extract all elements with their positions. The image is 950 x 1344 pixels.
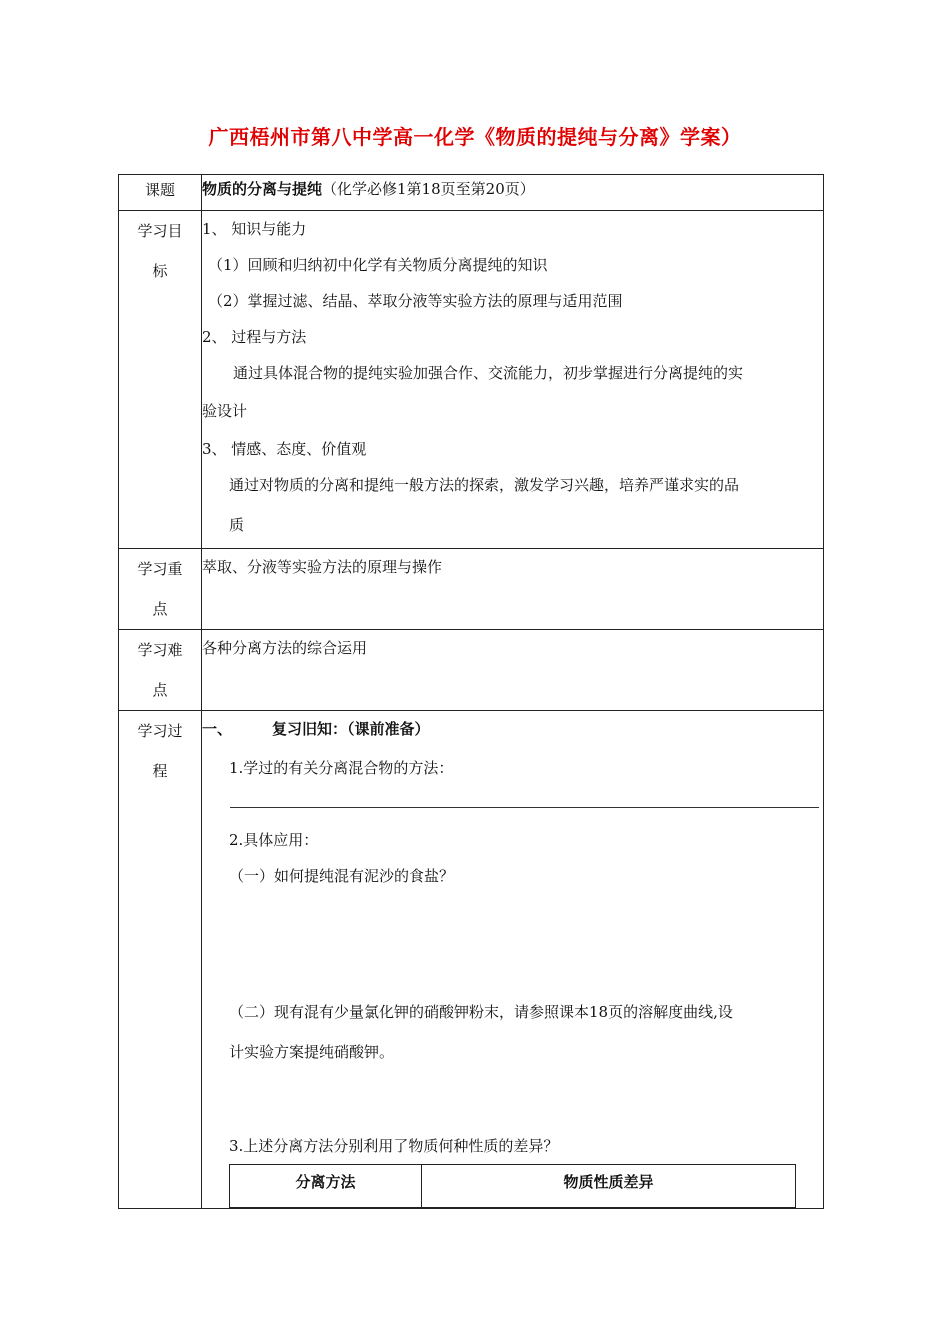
objectives-label-line1: 学习目 bbox=[137, 222, 183, 240]
objective-item-1: （1）回顾和归纳初中化学有关物质分离提纯的知识 bbox=[208, 256, 548, 274]
objectives-label-cell bbox=[119, 211, 202, 549]
objectives-content-cell bbox=[202, 211, 824, 549]
difficulties-text: 各种分离方法的综合运用 bbox=[202, 639, 368, 657]
topic-label-cell bbox=[119, 175, 202, 211]
question-1: 1.学过的有关分离混合物的方法： bbox=[229, 759, 454, 777]
topic-text bbox=[202, 175, 823, 202]
topic-pages: （化学必修1第18页至第20页） bbox=[322, 180, 535, 198]
process-content-cell bbox=[202, 711, 824, 1209]
question-2a: （一）如何提纯混有泥沙的食盐？ bbox=[229, 867, 455, 885]
topic-title: 物质的分离与提纯 bbox=[202, 180, 323, 198]
topic-content-cell bbox=[202, 175, 824, 211]
key-points-row bbox=[119, 549, 824, 630]
key-points-label-cell bbox=[119, 549, 202, 630]
process-label-cell bbox=[119, 711, 202, 1209]
separation-methods-table bbox=[229, 1164, 796, 1208]
question-2: 2.具体应用： bbox=[229, 831, 319, 849]
key-points-label-line2: 点 bbox=[152, 600, 168, 618]
topic-row bbox=[119, 175, 824, 211]
objective-paragraph-3-line1: 通过对物质的分离和提纯一般方法的探索，激发学习兴趣，培养严谨求实的品 bbox=[229, 476, 740, 494]
separation-method-header: 分离方法 bbox=[230, 1165, 422, 1208]
objectives-label-line2: 标 bbox=[152, 262, 168, 280]
key-points-text: 萃取、分液等实验方法的原理与操作 bbox=[202, 558, 443, 576]
difficulties-row bbox=[119, 630, 824, 711]
question-2b-line1: （二）现有混有少量氯化钾的硝酸钾粉末，请参照课本18页的溶解度曲线,设 bbox=[229, 1003, 733, 1021]
question-2b-line2: 计实验方案提纯硝酸钾。 bbox=[229, 1043, 395, 1061]
objective-heading-2: 2、 过程与方法 bbox=[202, 328, 307, 346]
difficulties-content-cell bbox=[202, 630, 824, 711]
objective-item-2: （2）掌握过滤、结晶、萃取分液等实验方法的原理与适用范围 bbox=[208, 292, 623, 310]
key-points-content-cell bbox=[202, 549, 824, 630]
review-section-heading bbox=[202, 711, 823, 747]
objective-paragraph-2-line1: 通过具体混合物的提纯实验加强合作、交流能力，初步掌握进行分离提纯的实 bbox=[233, 364, 744, 382]
difficulties-label-line2: 点 bbox=[152, 681, 168, 699]
difficulties-label-cell bbox=[119, 630, 202, 711]
process-label-line2: 程 bbox=[152, 762, 168, 780]
objective-heading-1: 1、 知识与能力 bbox=[202, 220, 307, 238]
review-section-title: 复习旧知：（课前准备） bbox=[272, 720, 430, 738]
review-section-number: 一、 bbox=[202, 720, 233, 738]
separation-table-header-row bbox=[230, 1165, 796, 1208]
objective-paragraph-3-line2: 质 bbox=[229, 516, 245, 534]
process-row bbox=[119, 711, 824, 1209]
process-label-line1: 学习过 bbox=[137, 722, 183, 740]
difficulties-label-line1: 学习难 bbox=[137, 641, 183, 659]
objective-heading-3: 3、 情感、态度、价值观 bbox=[202, 440, 367, 458]
key-points-label-line1: 学习重 bbox=[137, 560, 183, 578]
question-3: 3.上述分离方法分别利用了物质何种性质的差异？ bbox=[229, 1137, 559, 1155]
objectives-row bbox=[119, 211, 824, 549]
topic-label: 课题 bbox=[144, 181, 175, 199]
document-title: 广西梧州市第八中学高一化学《物质的提纯与分离》学案） bbox=[208, 125, 742, 149]
objective-paragraph-2-line2: 验设计 bbox=[202, 402, 248, 420]
lesson-plan-table bbox=[118, 174, 824, 1209]
property-difference-header: 物质性质差异 bbox=[422, 1165, 796, 1208]
